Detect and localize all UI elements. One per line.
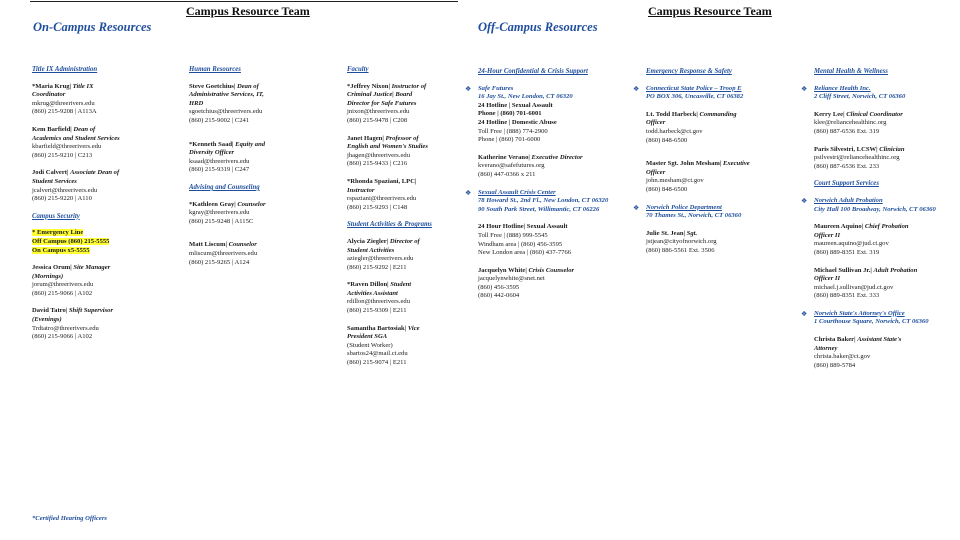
phone: (860) 215-9292 | E211 (347, 263, 407, 271)
phone: (860) 215-9208 | A113A (32, 108, 97, 116)
diamond-bullet-icon: ❖ (801, 84, 808, 93)
section-heading: Advising and Counseling (189, 183, 260, 191)
email[interactable]: jstjean@cityofnorwich.org (646, 238, 717, 246)
email[interactable]: psilvestri@reliancehealthinc.org (814, 154, 900, 162)
phone: (860) 215-9478 | C208 (347, 116, 408, 124)
footnote: *Certified Hearing Officers (32, 515, 107, 522)
contact-entry: *Jeffrey Nixon| Instructor of Criminal Justice| Board Director for Safe Futures jnixon@threerivers.edu (860) 215-9478 | C208 (347, 83, 459, 126)
email[interactable]: kverano@safefutures.org (478, 162, 545, 170)
page-title: Campus Resource Team (648, 4, 772, 18)
contact-entry: Kerry Lee| Clinical Coordinator klee@reliancehealthinc.org (860) 887-6536 Ext. 319 (814, 111, 954, 137)
contact-entry: Samantha Bartosiak| Vice President SGA (Student Worker) sbartos24@mail.ct.edu (860) 215-9074 | E211 (347, 325, 459, 368)
section-heading: Title IX Administration (32, 66, 98, 73)
email[interactable]: jcalvert@threerivers.edu (32, 186, 98, 194)
contact-entry: Janet Hagen| Professor of English and Women's Studies jhagen@threerivers.edu (860) 215-9433 | C216 (347, 135, 459, 169)
phone: (860) 887-6536 Ext. 233 (814, 162, 880, 170)
contact-entry: Jessica Orum| Site Manager (Mornings) jorum@threerivers.edu (860) 215-9066 | A102 (32, 264, 162, 298)
phone: (860) 848-6500 (646, 185, 688, 193)
contact-entry: Maureen Aquino| Chief Probation Officer II maureen.aquino@jud.ct.gov (860) 889-8351 Ext. 319 (814, 223, 954, 257)
contact-entry: *Kenneth Saad| Equity and Diversity Officer ksaad@threerivers.edu (860) 215-9319 | C247 (189, 141, 324, 175)
phone: (860) 887-6536 Ext. 319 (814, 127, 880, 135)
email[interactable]: rspaziani@threerivers.edu (347, 195, 417, 203)
section-title: On-Campus Resources (33, 20, 152, 34)
contact-entry: Paris Silvestri, LCSW| Clinician psilvestri@reliancehealthinc.org (860) 887-6536 Ext. 233 (814, 146, 954, 172)
phone: (860) 215-9248 | A115C (189, 217, 254, 225)
contact-entry: Lt. Todd Harbeck| Commanding Officer todd.harbeck@ct.gov (860) 848-6500 (646, 111, 786, 145)
diamond-bullet-icon: ❖ (633, 203, 640, 212)
section-title: Off-Campus Resources (478, 20, 598, 34)
phone: (860) 215-9074 | E211 (347, 359, 407, 367)
column-3 (347, 66, 459, 377)
phone: (860) 215-9220 | A110 (32, 195, 92, 203)
contact-entry: Katherine Verano| Executive Director kverano@safefutures.org (860) 447-0366 x 211 (478, 154, 618, 180)
phone: (860) 215-9210 | C213 (32, 151, 93, 159)
contact-entry: Jodi Calvert| Associate Dean of Student Services jcalvert@threerivers.edu (860) 215-9220 | A110 (32, 169, 162, 203)
email[interactable]: kgray@threerivers.edu (189, 209, 250, 217)
email[interactable]: christa.baker@ct.gov (814, 353, 871, 361)
section-heading: Mental Health & Wellness (814, 68, 888, 75)
section-heading: Human Resources (189, 66, 241, 73)
column-2 (633, 68, 786, 265)
contact-entry: Steve Goetchius| Dean of Administrative Services, IT, HRD sgoetchius@threerivers.edu (860) 215-9002 | C241 (189, 83, 324, 126)
email[interactable]: john.mesham@ct.gov (646, 177, 704, 185)
page-title: Campus Resource Team (186, 4, 310, 18)
phone: (860) 215-9265 | A124 (189, 258, 250, 266)
contact-entry: *Rhonda Spaziani, LPC| Instructor rspaziani@threerivers.edu (860) 215-9293 | C148 (347, 178, 459, 212)
email[interactable]: sgoetchius@threerivers.edu (189, 108, 263, 116)
resource-entry: ❖ Safe Futures 16 Jay St., New London, CT 06320 24 Hotline | Sexual Assault Phone | (860) 701-6001 24 Hotline | Domestic Abuse Toll Free | (888) 774-2900 Phone | (860) 701-6000 (465, 84, 573, 144)
column-1 (32, 66, 162, 351)
diamond-bullet-icon: ❖ (801, 196, 808, 205)
section-heading: Emergency Response & Safety (646, 68, 732, 75)
phone: (860) 215-9066 | A102 (32, 289, 93, 297)
email[interactable]: aziegler@threerivers.edu (347, 255, 414, 263)
section-heading: Faculty (347, 66, 369, 73)
contact-entry: Matt Liscum| Counselor mliscum@threerivers.edu (860) 215-9265 | A124 (189, 241, 324, 267)
email[interactable]: maureen.aquino@jud.ct.gov (814, 240, 889, 248)
email[interactable]: jorum@threerivers.edu (32, 281, 94, 289)
contact-entry: *Kathleen Gray| Counselor kgray@threerivers.edu (860) 215-9248 | A115C (189, 201, 324, 227)
contact-entry: *Maria Krug| Title IX Coordinator mkrug@threerivers.edu (860) 215-9208 | A113A (32, 83, 162, 117)
diamond-bullet-icon: ❖ (465, 84, 472, 93)
phone: (860) 889-5784 (814, 361, 856, 369)
contact-entry: Christa Baker| Assistant State's Attorney christa.baker@ct.gov (860) 889-5784 (814, 336, 954, 370)
phone: (860) 456-3595 (478, 283, 520, 291)
right-page (465, 0, 960, 540)
diamond-bullet-icon: ❖ (633, 84, 640, 93)
resource-entry: ❖ Norwich Police Department 70 Thames St., Norwich, CT 06360 (633, 203, 742, 220)
phone: (860) 442-0604 (478, 292, 520, 300)
section-heading: Campus Security (32, 212, 80, 220)
email[interactable]: todd.harbeck@ct.gov (646, 127, 703, 135)
resource-entry: ❖ Sexual Assault Crisis Center 78 Howard St., 2nd Fl., New London, CT 06320 90 South Park Street, Willimantic, CT 06226 (465, 188, 609, 213)
contact-entry: Julie St. Jean| Sgt. jstjean@cityofnorwich.org (860) 886-5561 Ext. 3506 (646, 230, 786, 256)
column-1 (465, 68, 618, 310)
phone: (860) 215-9002 | C241 (189, 116, 250, 124)
email[interactable]: sbartos24@mail.ct.edu (347, 350, 408, 358)
left-page (0, 0, 462, 540)
phone: (860) 886-5561 Ext. 3506 (646, 246, 715, 254)
section-heading: Student Activities & Programs (347, 221, 432, 229)
email[interactable]: jnixon@threerivers.edu (347, 108, 410, 116)
diamond-bullet-icon: ❖ (465, 188, 472, 197)
phone: (860) 889-8351 Ext. 319 (814, 248, 880, 256)
phone: (860) 215-9309 | E211 (347, 307, 407, 315)
email[interactable]: jhagen@threerivers.edu (347, 151, 411, 159)
email[interactable]: rdillon@threerivers.edu (347, 298, 411, 306)
contact-entry: Jacquelyn White| Crisis Counselor jacquelynwhite@snet.net (860) 456-3595 (860) 442-0604 (478, 267, 618, 301)
diamond-bullet-icon: ❖ (801, 309, 808, 318)
email[interactable]: ksaad@threerivers.edu (189, 157, 250, 165)
hotline-entry: 24 Hour Hotline| Sexual Assault Toll Free | (888) 999-5545 Windham area | (860) 456-3595 New London area | (860) 437-7766 (478, 223, 572, 257)
email[interactable]: kbarfield@threerivers.edu (32, 143, 102, 151)
contact-entry: Alycia Ziegler| Director of Student Activities aziegler@threerivers.edu (860) 215-9292 | E211 (347, 238, 459, 272)
column-2 (189, 66, 324, 276)
resource-entry: ❖ Norwich State's Attorney's Office 1 Courthouse Square, Norwich, CT 06360 (801, 309, 929, 326)
contact-entry: Kem Barfield| Dean of Academics and Student Services kbarfield@threerivers.edu (860) 215-9210 | C213 (32, 126, 162, 160)
phone: (860) 889-8351 Ext. 333 (814, 292, 880, 300)
phone: (860) 215-9433 | C216 (347, 160, 408, 168)
column-3 (801, 68, 954, 379)
phone: (860) 215-9066 | A102 (32, 333, 93, 341)
contact-entry: Master Sgt. John Mesham| Executive Officer john.mesham@ct.gov (860) 848-6500 (646, 160, 786, 194)
contact-name: *Maria Krug| (32, 82, 71, 90)
resource-entry: ❖ Norwich Adult Probation City Hall 100 Broadway, Norwich, CT 06360 (801, 196, 936, 213)
section-heading: Court Support Services (814, 180, 879, 188)
email[interactable]: mliscum@threerivers.edu (189, 249, 258, 257)
phone: (860) 447-0366 x 211 (478, 170, 536, 178)
phone: (860) 848-6500 (646, 136, 688, 144)
resource-entry: ❖ Reliance Health Inc. 2 Cliff Street, Norwich, CT 06360 (801, 84, 906, 101)
email[interactable]: klee@reliancehealthinc.org (814, 119, 887, 127)
contact-entry: David Tatro| Shift Supervisor (Evenings) Trdtatro@threerivers.edu (860) 215-9066 | A102 (32, 307, 162, 341)
email[interactable]: jacquelynwhite@snet.net (478, 275, 545, 283)
phone: (860) 215-9293 | C148 (347, 203, 408, 211)
contact-entry: *Raven Dillon| Student Activities Assistant rdillon@threerivers.edu (860) 215-9309 | E211 (347, 281, 459, 315)
top-rule (30, 1, 458, 2)
email[interactable]: mkrug@threerivers.edu (32, 99, 95, 107)
section-heading: 24-Hour Confidential & Crisis Support (478, 68, 588, 75)
email[interactable]: michael.j.sullivan@jud.ct.gov (814, 283, 894, 291)
resource-entry: ❖ Connecticut State Police – Troop E PO BOX 306, Uncasville, CT 06382 (633, 84, 744, 101)
phone: (860) 215-9319 | C247 (189, 166, 250, 174)
emergency-line: * Emergency Line Off Campus (860) 215-5555 On Campus x5-5555 (32, 229, 110, 254)
contact-entry: Michael Sullivan Jr.| Adult Probation Officer II michael.j.sullivan@jud.ct.gov (860) 889-8351 Ext. 333 (814, 267, 954, 301)
email[interactable]: Trdtatro@threerivers.edu (32, 324, 99, 332)
